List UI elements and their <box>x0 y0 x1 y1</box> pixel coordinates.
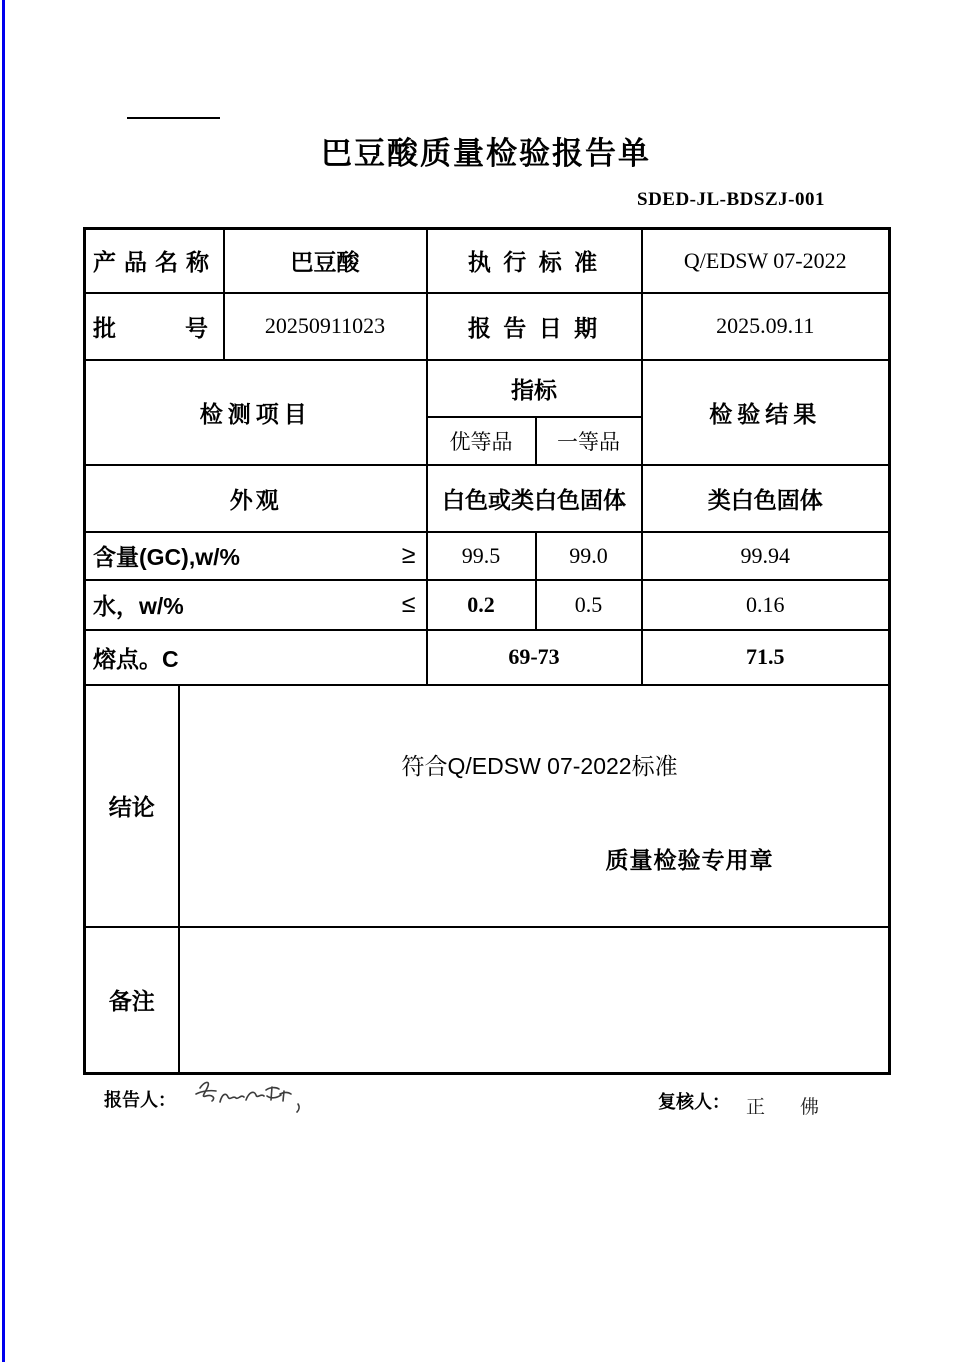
standard-value: Q/EDSW 07-2022 <box>642 229 890 293</box>
report-table <box>83 227 891 1075</box>
row-content <box>85 532 890 580</box>
reviewer-label: 复核人： <box>658 1092 730 1112</box>
row-spec-header-top <box>85 360 890 417</box>
water-result-value: 0.16 <box>642 580 890 630</box>
melting-spec-value: 69-73 <box>427 630 642 685</box>
batch-value: 20250911023 <box>224 293 427 360</box>
water-item-cell <box>86 588 426 621</box>
signature-line <box>0 1086 972 1126</box>
row-appearance <box>85 465 890 532</box>
doc-code: SDED-JL-BDSZJ-001 <box>637 189 825 210</box>
page-title: 巴豆酸质量检验报告单 <box>321 136 651 171</box>
content-item-label: 含量(GC),w/% <box>93 544 240 570</box>
test-item-header: 检测项目 <box>85 360 427 465</box>
premium-grade-header: 优等品 <box>427 417 536 465</box>
row-remarks <box>85 927 890 1074</box>
standard-label: 执 行 标 准 <box>427 229 642 293</box>
product-name-label: 产品名称 <box>85 229 224 293</box>
melting-item-label: 熔点。C <box>85 630 427 685</box>
water-premium-value: 0.2 <box>427 580 536 630</box>
index-header: 指标 <box>427 360 642 417</box>
conclusion-text: 符合Q/EDSW 07-2022标准 <box>401 752 678 779</box>
appearance-result: 类白色固体 <box>642 465 890 532</box>
report-date-value: 2025.09.11 <box>642 293 890 360</box>
content-result-value: 99.94 <box>642 532 890 580</box>
gte-symbol: ≥ <box>401 541 416 569</box>
row-melting-point <box>85 630 890 685</box>
row-conclusion <box>85 685 890 927</box>
melting-result-value: 71.5 <box>642 630 890 685</box>
stamp-text: 质量检验专用章 <box>605 846 774 873</box>
appearance-spec: 白色或类白色固体 <box>427 465 642 532</box>
row-batch <box>85 293 890 360</box>
reporter-label: 报告人： <box>104 1090 176 1110</box>
first-grade-header: 一等品 <box>536 417 642 465</box>
reviewer-name: 正 佛 <box>746 1097 828 1118</box>
page-edge-line <box>2 0 5 1362</box>
reporter-signature-icon <box>186 1074 336 1118</box>
water-item-label: 水，w/% <box>93 593 184 619</box>
row-water <box>85 580 890 630</box>
appearance-item: 外观 <box>85 465 427 532</box>
header-underline <box>127 117 220 119</box>
content-premium-value: 99.5 <box>427 532 536 580</box>
batch-label: 批 号 <box>85 293 224 360</box>
row-product <box>85 229 890 293</box>
content-item-cell <box>86 539 426 572</box>
product-name-value: 巴豆酸 <box>224 229 427 293</box>
content-first-value: 99.0 <box>536 532 642 580</box>
conclusion-cell <box>179 685 890 927</box>
lte-symbol: ≤ <box>401 590 416 618</box>
report-date-label: 报 告 日 期 <box>427 293 642 360</box>
water-first-value: 0.5 <box>536 580 642 630</box>
result-header: 检验结果 <box>642 360 890 465</box>
remarks-content <box>179 927 890 1074</box>
remarks-label: 备注 <box>85 927 179 1074</box>
conclusion-label: 结论 <box>85 685 179 927</box>
